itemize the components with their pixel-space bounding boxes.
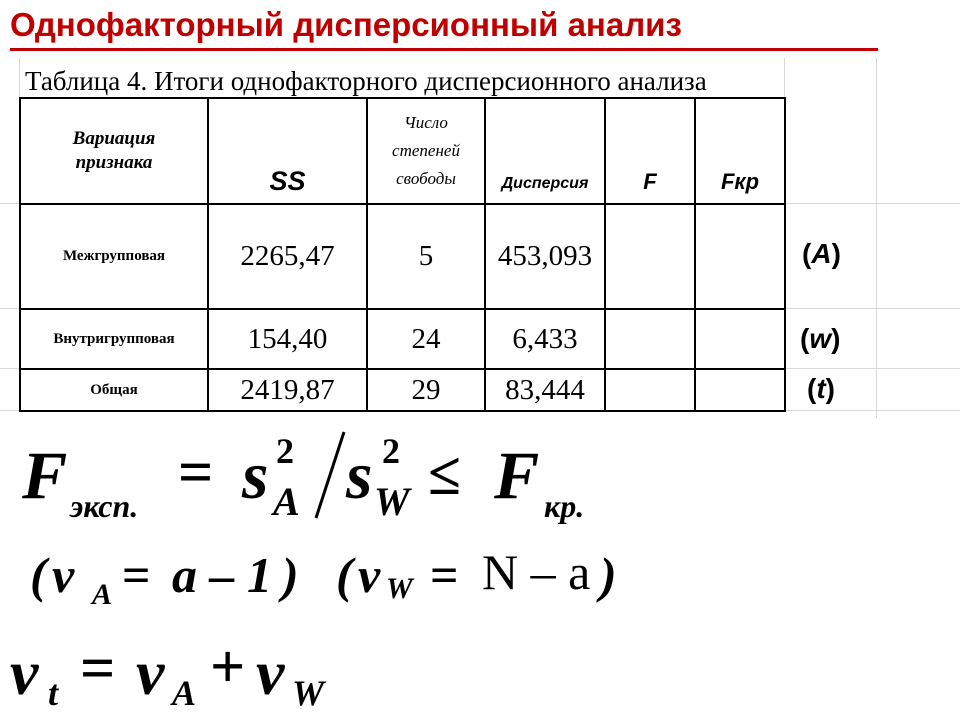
formula-exp: 2 xyxy=(382,431,400,471)
formula-equals: = xyxy=(122,547,151,603)
sheet-gridline xyxy=(784,58,785,98)
header-variation xyxy=(20,98,208,204)
formula-sub-w: W xyxy=(374,479,410,524)
table-row xyxy=(20,309,785,369)
formula-F-sub: эксп. xyxy=(70,488,139,524)
formula-leq: ≤ xyxy=(428,441,461,507)
source-letter: w xyxy=(809,323,832,354)
formula-nu: ν xyxy=(136,637,165,708)
header-fkr: Fкр xyxy=(695,98,785,204)
cell-dispersion: 6,433 xyxy=(485,309,605,369)
cell-df: 29 xyxy=(367,369,485,411)
cell-ss: 154,40 xyxy=(208,309,367,369)
formula-s: s xyxy=(346,437,373,513)
cell-ss: 2265,47 xyxy=(208,204,367,309)
table-caption: Таблица 4. Итоги однофакторного дисперсионного анализа xyxy=(25,66,707,96)
formula-exp: 2 xyxy=(276,431,294,471)
formula-nu: ν xyxy=(10,637,39,708)
row-label: Внутригрупповая xyxy=(20,309,208,369)
anova-table xyxy=(19,97,786,412)
formula-sub-a: A xyxy=(273,479,300,524)
sheet-gridline xyxy=(19,58,20,98)
table-row xyxy=(20,369,785,411)
formula-nu: ν xyxy=(358,547,381,603)
formula-equals: = xyxy=(80,635,116,703)
fraction-slash-icon xyxy=(308,430,348,522)
formula-sub-t: t xyxy=(48,673,59,713)
paren-close: ) xyxy=(600,547,617,603)
formula-equals: = xyxy=(178,439,214,507)
cell-f xyxy=(605,369,695,411)
formula-F: F xyxy=(494,437,540,513)
formula-sub-a: A xyxy=(92,578,113,611)
formula-sub-a: A xyxy=(172,673,197,713)
cell-fkr xyxy=(695,309,785,369)
formula-N-minus-a: N – a xyxy=(482,544,591,600)
table-row xyxy=(20,204,785,309)
cell-f xyxy=(605,309,695,369)
paren-open: ( xyxy=(30,547,47,603)
table-header-row xyxy=(20,98,785,204)
source-label-w: (w) xyxy=(800,323,841,354)
formula-sub-w: W xyxy=(292,673,325,713)
cell-fkr xyxy=(695,369,785,411)
cell-ss: 2419,87 xyxy=(208,369,367,411)
page-title: Однофакторный дисперсионный анализ xyxy=(10,6,682,43)
source-label-t: (t) xyxy=(807,373,835,404)
source-letter: t xyxy=(816,373,826,404)
cell-fkr xyxy=(695,204,785,309)
paren-open: ( xyxy=(336,547,353,603)
formula-a-minus-1: a – 1 xyxy=(172,547,272,603)
formula-nu: ν xyxy=(52,547,75,603)
formula-plus: + xyxy=(210,633,246,701)
formula-sub-w: W xyxy=(386,572,413,605)
formula-s: s xyxy=(242,437,269,513)
sheet-gridline xyxy=(876,58,877,418)
cell-f xyxy=(605,204,695,309)
title-underline xyxy=(10,48,878,51)
header-variation-label: Вариация признака xyxy=(72,128,156,173)
row-label: Межгрупповая xyxy=(20,204,208,309)
formula-equals: = xyxy=(430,547,459,603)
source-letter: A xyxy=(811,238,832,269)
header-df-label: Число степеней свободы xyxy=(392,113,460,188)
formula-F: F xyxy=(22,437,68,513)
header-ss: SS xyxy=(208,98,367,204)
row-label: Общая xyxy=(20,369,208,411)
header-df xyxy=(367,98,485,204)
cell-dispersion: 453,093 xyxy=(485,204,605,309)
header-f: F xyxy=(605,98,695,204)
source-label-a: (A) xyxy=(802,238,841,269)
cell-df: 5 xyxy=(367,204,485,309)
header-dispersion: Дисперсия xyxy=(485,98,605,204)
cell-dispersion: 83,444 xyxy=(485,369,605,411)
formula-nu: ν xyxy=(256,637,285,708)
formula-Fkr-sub: кр. xyxy=(544,488,585,524)
paren-close: ) xyxy=(282,547,299,603)
cell-df: 24 xyxy=(367,309,485,369)
